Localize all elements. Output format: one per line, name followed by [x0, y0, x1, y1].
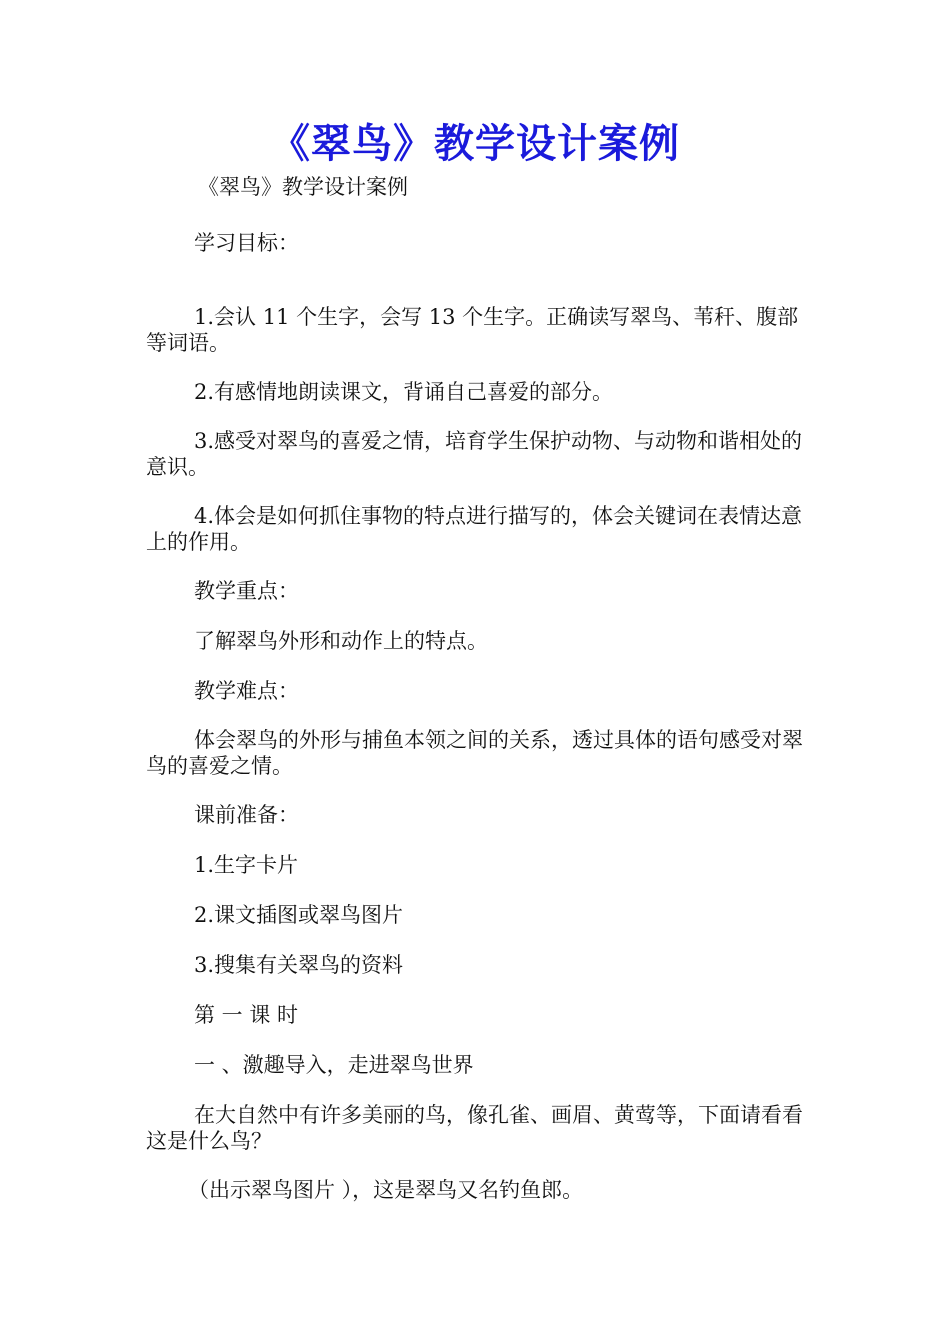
paragraph-intro: 在大自然中有许多美丽的鸟，像孔雀、画眉、黄莺等，下面请看看这是什么鸟？	[146, 1103, 803, 1153]
paragraph-first-lesson: 第 一 课 时	[194, 1003, 299, 1027]
paragraph-difficulties: 体会翠鸟的外形与捕鱼本领之间的关系，透过具体的语句感受对翠鸟的喜爱之情。	[146, 728, 803, 778]
paragraph-preparation-3: 3.搜集有关翠鸟的资料	[194, 953, 404, 977]
paragraph-key-points-heading: 教学重点：	[194, 579, 299, 603]
paragraph-key-points: 了解翠鸟外形和动作上的特点。	[194, 629, 488, 653]
paragraph-objective-4: 4.体会是如何抓住事物的特点进行描写的，体会关键词在表情达意上的作用。	[146, 504, 803, 554]
document-title: 《翠鸟》教学设计案例	[270, 121, 680, 167]
paragraph-show-picture: （出示翠鸟图片 ），这是翠鸟又名钓鱼郎。	[188, 1178, 584, 1202]
paragraph-preparation-heading: 课前准备：	[194, 803, 299, 827]
paragraph-objective-2: 2.有感情地朗读课文，背诵自己喜爱的部分。	[194, 380, 614, 404]
paragraph-difficulties-heading: 教学难点：	[194, 679, 299, 703]
paragraph-objective-3: 3.感受对翠鸟的喜爱之情，培育学生保护动物、与动物和谐相处的意识。	[146, 429, 803, 479]
paragraph-preparation-2: 2.课文插图或翠鸟图片	[194, 903, 404, 927]
paragraph-subtitle: 《翠鸟》教学设计案例	[198, 175, 408, 199]
paragraph-objectives-heading: 学习目标：	[194, 231, 299, 255]
paragraph-objective-1: 1.会认 11 个生字，会写 13 个生字。正确读写翠鸟、苇秆、腹部等词语。	[146, 305, 799, 355]
paragraph-preparation-1: 1.生字卡片	[194, 853, 299, 877]
document-body	[146, 174, 808, 1203]
paragraph-section-one: 一 、激趣导入，走进翠鸟世界	[194, 1053, 474, 1077]
